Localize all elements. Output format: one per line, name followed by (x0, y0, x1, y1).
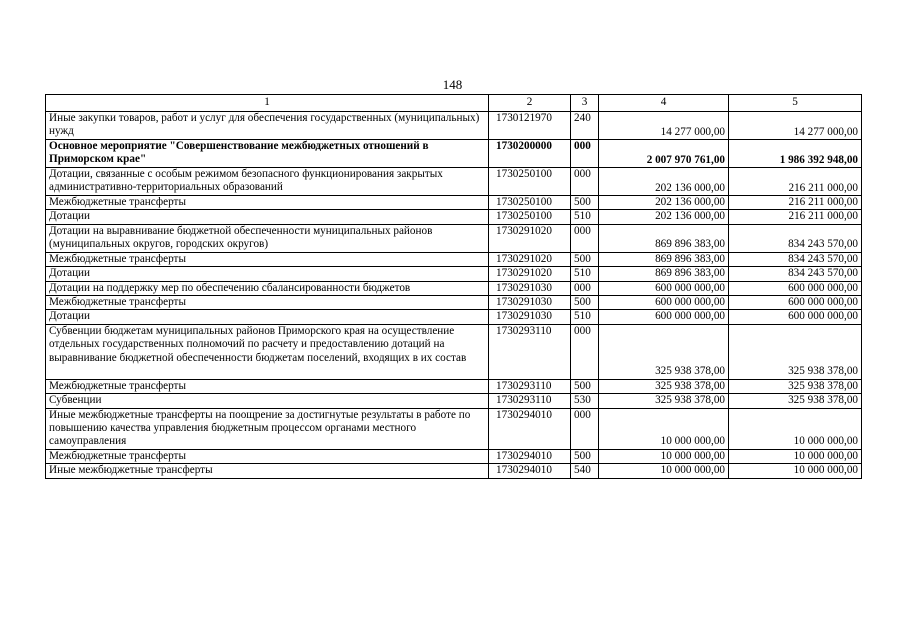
page-number: 148 (442, 77, 463, 92)
row-code-cell: 1730121970 (489, 112, 571, 140)
row-amount-4-cell: 202 136 000,00 (599, 196, 729, 210)
row-code-cell: 1730291030 (489, 281, 571, 295)
row-code-cell: 1730294010 (489, 464, 571, 478)
row-amount-4-cell: 600 000 000,00 (599, 310, 729, 324)
row-amount-5-cell: 10 000 000,00 (729, 408, 862, 449)
table-row (46, 112, 862, 140)
table-row (46, 324, 862, 379)
row-code-cell: 1730291030 (489, 296, 571, 310)
budget-table (45, 94, 862, 479)
row-amount-5-cell: 834 243 570,00 (729, 267, 862, 281)
header-cell-amount-5: 5 (729, 95, 862, 112)
row-name-cell: Межбюджетные трансферты (46, 296, 489, 310)
row-amount-4-cell: 869 896 383,00 (599, 252, 729, 266)
table-row (46, 296, 862, 310)
row-amount-4-cell: 325 938 378,00 (599, 379, 729, 393)
row-kind-cell: 510 (571, 310, 599, 324)
header-cell-code: 2 (489, 95, 571, 112)
row-kind-cell: 000 (571, 408, 599, 449)
row-name-cell: Дотации (46, 267, 489, 281)
table-row (46, 281, 862, 295)
row-code-cell: 1730250100 (489, 168, 571, 196)
row-code-cell: 1730291020 (489, 252, 571, 266)
row-kind-cell: 500 (571, 449, 599, 463)
row-code-cell: 1730293110 (489, 324, 571, 379)
row-code-cell: 1730291020 (489, 267, 571, 281)
row-amount-5-cell: 216 211 000,00 (729, 210, 862, 224)
row-code-cell: 1730250100 (489, 210, 571, 224)
row-name-cell: Иные закупки товаров, работ и услуг для обеспечения государственных (муниципальных) нужд (46, 112, 489, 140)
table-row (46, 224, 862, 252)
row-kind-cell: 240 (571, 112, 599, 140)
row-name-cell: Дотации, связанные с особым режимом безопасного функционирования закрытых административно-территориальных образований (46, 168, 489, 196)
header-cell-amount-4: 4 (599, 95, 729, 112)
row-amount-5-cell: 834 243 570,00 (729, 224, 862, 252)
row-amount-5-cell: 216 211 000,00 (729, 168, 862, 196)
row-amount-4-cell: 10 000 000,00 (599, 408, 729, 449)
row-kind-cell: 000 (571, 324, 599, 379)
row-name-cell: Дотации (46, 210, 489, 224)
row-name-cell: Межбюджетные трансферты (46, 379, 489, 393)
row-kind-cell: 000 (571, 224, 599, 252)
budget-table-body (46, 95, 862, 479)
row-name-cell: Межбюджетные трансферты (46, 449, 489, 463)
row-kind-cell: 000 (571, 281, 599, 295)
row-kind-cell: 510 (571, 210, 599, 224)
row-amount-5-cell: 834 243 570,00 (729, 252, 862, 266)
table-row (46, 394, 862, 408)
row-kind-cell: 540 (571, 464, 599, 478)
row-name-cell: Дотации (46, 310, 489, 324)
row-code-cell: 1730294010 (489, 449, 571, 463)
table-row (46, 379, 862, 393)
row-amount-5-cell: 216 211 000,00 (729, 196, 862, 210)
table-row (46, 168, 862, 196)
row-name-cell: Субвенции (46, 394, 489, 408)
row-name-cell: Субвенции бюджетам муниципальных районов Приморского края на осуществление отдельных государственных полномочий по расчету и предоставлению дотаций на выравнивание бюджетной обеспеченности бюджетам поселений, входящих в их состав (46, 324, 489, 379)
row-kind-cell: 530 (571, 394, 599, 408)
row-name-cell: Межбюджетные трансферты (46, 252, 489, 266)
row-code-cell: 1730294010 (489, 408, 571, 449)
row-name-cell: Дотации на выравнивание бюджетной обеспеченности муниципальных районов (муниципальных округов, городских округов) (46, 224, 489, 252)
header-cell-kind: 3 (571, 95, 599, 112)
row-amount-5-cell: 325 938 378,00 (729, 394, 862, 408)
row-amount-4-cell: 202 136 000,00 (599, 210, 729, 224)
row-kind-cell: 500 (571, 196, 599, 210)
row-code-cell: 1730200000 (489, 140, 571, 168)
row-amount-4-cell: 869 896 383,00 (599, 224, 729, 252)
table-row (46, 449, 862, 463)
row-kind-cell: 500 (571, 252, 599, 266)
row-kind-cell: 500 (571, 379, 599, 393)
row-kind-cell: 500 (571, 296, 599, 310)
table-row (46, 252, 862, 266)
row-amount-4-cell: 10 000 000,00 (599, 464, 729, 478)
row-code-cell: 1730293110 (489, 394, 571, 408)
row-name-cell: Иные межбюджетные трансферты на поощрение за достигнутые результаты в работе по повышению качества управления бюджетным процессом органами местного самоуправления (46, 408, 489, 449)
row-amount-5-cell: 325 938 378,00 (729, 379, 862, 393)
row-amount-5-cell: 14 277 000,00 (729, 112, 862, 140)
row-amount-4-cell: 202 136 000,00 (599, 168, 729, 196)
row-amount-4-cell: 325 938 378,00 (599, 394, 729, 408)
table-row (46, 310, 862, 324)
table-row (46, 140, 862, 168)
row-code-cell: 1730250100 (489, 196, 571, 210)
row-amount-5-cell: 600 000 000,00 (729, 281, 862, 295)
table-row (46, 408, 862, 449)
row-amount-5-cell: 325 938 378,00 (729, 324, 862, 379)
header-row (46, 95, 862, 112)
row-amount-4-cell: 10 000 000,00 (599, 449, 729, 463)
table-row (46, 464, 862, 478)
row-code-cell: 1730293110 (489, 379, 571, 393)
row-amount-5-cell: 600 000 000,00 (729, 296, 862, 310)
row-code-cell: 1730291020 (489, 224, 571, 252)
row-amount-5-cell: 10 000 000,00 (729, 464, 862, 478)
row-amount-4-cell: 2 007 970 761,00 (599, 140, 729, 168)
row-code-cell: 1730291030 (489, 310, 571, 324)
row-amount-5-cell: 600 000 000,00 (729, 310, 862, 324)
table-row (46, 210, 862, 224)
row-amount-5-cell: 10 000 000,00 (729, 449, 862, 463)
row-name-cell: Межбюджетные трансферты (46, 196, 489, 210)
header-cell-name: 1 (46, 95, 489, 112)
row-kind-cell: 510 (571, 267, 599, 281)
table-row (46, 267, 862, 281)
row-kind-cell: 000 (571, 168, 599, 196)
row-amount-4-cell: 600 000 000,00 (599, 281, 729, 295)
row-name-cell: Дотации на поддержку мер по обеспечению сбалансированности бюджетов (46, 281, 489, 295)
row-amount-4-cell: 14 277 000,00 (599, 112, 729, 140)
table-row (46, 196, 862, 210)
row-amount-4-cell: 600 000 000,00 (599, 296, 729, 310)
row-amount-5-cell: 1 986 392 948,00 (729, 140, 862, 168)
row-amount-4-cell: 869 896 383,00 (599, 267, 729, 281)
row-kind-cell: 000 (571, 140, 599, 168)
row-name-cell: Основное мероприятие "Совершенствование межбюджетных отношений в Приморском крае" (46, 140, 489, 168)
row-amount-4-cell: 325 938 378,00 (599, 324, 729, 379)
row-name-cell: Иные межбюджетные трансферты (46, 464, 489, 478)
